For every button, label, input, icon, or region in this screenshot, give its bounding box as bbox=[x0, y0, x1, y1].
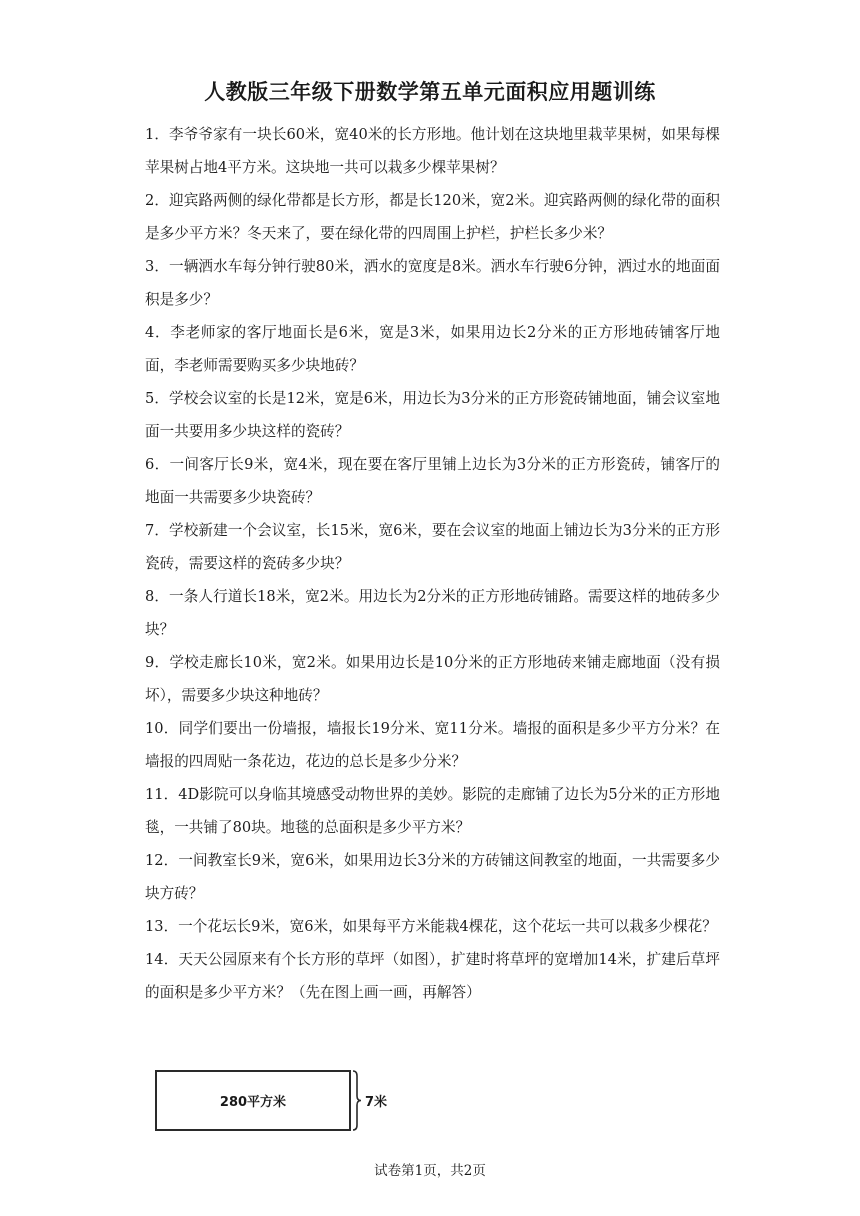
question-10: 10．同学们要出一份墙报，墙报长19分米、宽11分米。墙报的面积是多少平方分米？在墙报的四周贴一条花边，花边的总长是多少分米？ bbox=[145, 720, 720, 770]
question-13: 13．一个花坛长9米，宽6米，如果每平方米能栽4棵花，这个花坛一共可以栽多少棵花？ bbox=[145, 918, 717, 935]
question-4: 4．李老师家的客厅地面长是6米，宽是3米，如果用边长2分米的正方形地砖铺客厅地面，李老师需要购买多少块地砖？ bbox=[145, 324, 720, 374]
question-11: 11．4D影院可以身临其境感受动物世界的美妙。影院的走廊铺了边长为5分米的正方形地毯，一共铺了80块。地毯的总面积是多少平方米？ bbox=[145, 786, 720, 836]
question-2: 2．迎宾路两侧的绿化带都是长方形，都是长120米，宽2米。迎宾路两侧的绿化带的面积是多少平方米？冬天来了，要在绿化带的四周围上护栏，护栏长多少米？ bbox=[145, 192, 720, 242]
width-brace bbox=[352, 1070, 362, 1131]
lawn-width-label: 7米 bbox=[365, 1095, 388, 1110]
page-title: 人教版三年级下册数学第五单元面积应用题训练 bbox=[204, 80, 656, 104]
lawn-area-label: 280平方米 bbox=[219, 1095, 287, 1110]
question-1: 1．李爷爷家有一块长60米，宽40米的长方形地。他计划在这块地里栽苹果树，如果每棵苹果树占地4平方米。这块地一共可以栽多少棵苹果树？ bbox=[145, 126, 720, 176]
page-footer: 试卷第1页，共2页 bbox=[374, 1163, 486, 1179]
question-12: 12．一间教室长9米，宽6米，如果用边长3分米的方砖铺这间教室的地面，一共需要多少块方砖？ bbox=[145, 852, 720, 902]
question-9: 9．学校走廊长10米，宽2米。如果用边长是10分米的正方形地砖来铺走廊地面（没有损坏），需要多少块这种地砖？ bbox=[145, 654, 720, 704]
question-5: 5．学校会议室的长是12米，宽是6米，用边长为3分米的正方形瓷砖铺地面，铺会议室地面一共要用多少块这样的瓷砖？ bbox=[145, 390, 720, 440]
question-list bbox=[145, 118, 720, 1009]
question-6: 6．一间客厅长9米，宽4米，现在要在客厅里铺上边长为3分米的正方形瓷砖，铺客厅的地面一共需要多少块瓷砖？ bbox=[145, 456, 720, 506]
question-8: 8．一条人行道长18米，宽2米。用边长为2分米的正方形地砖铺路。需要这样的地砖多少块？ bbox=[145, 588, 720, 638]
question-3: 3．一辆洒水车每分钟行驶80米，洒水的宽度是8米。洒水车行驶6分钟，洒过水的地面面积是多少？ bbox=[145, 258, 720, 308]
question-14: 14．天天公园原来有个长方形的草坪（如图），扩建时将草坪的宽增加14米，扩建后草坪的面积是多少平方米？（先在图上画一画，再解答） bbox=[145, 951, 720, 1001]
lawn-rectangle bbox=[155, 1070, 351, 1131]
question-7: 7．学校新建一个会议室，长15米，宽6米，要在会议室的地面上铺边长为3分米的正方形瓷砖，需要这样的瓷砖多少块？ bbox=[145, 522, 720, 572]
lawn-figure bbox=[155, 1070, 388, 1134]
